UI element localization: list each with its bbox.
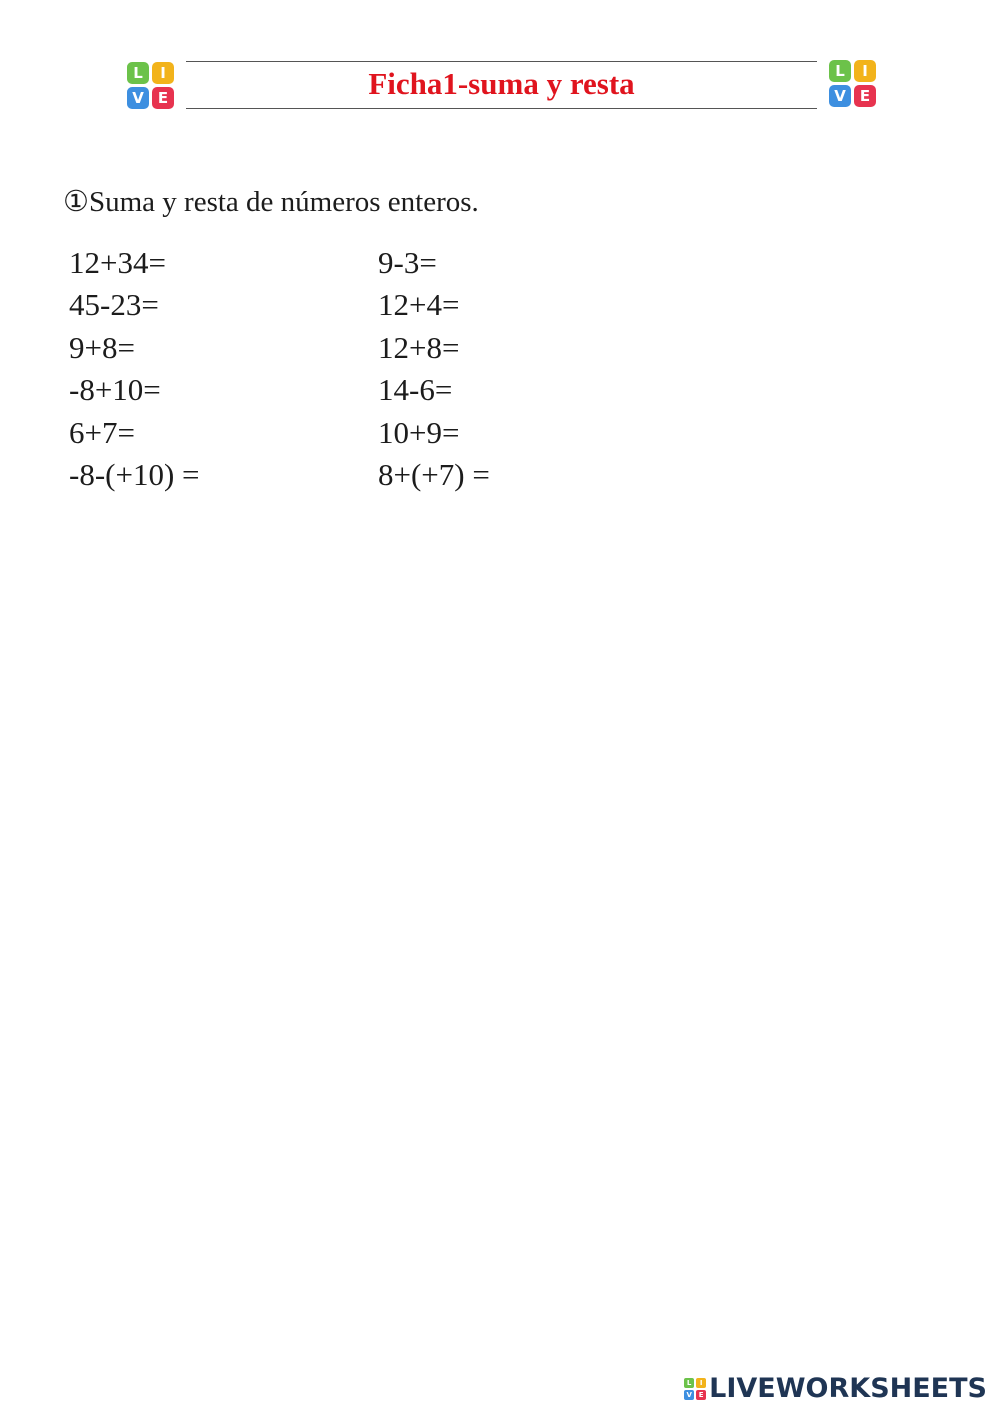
exercise-item: 9-3=	[378, 245, 437, 280]
exercise-item: 12+8=	[378, 329, 460, 365]
logo-tile-v: V	[127, 87, 149, 109]
section-heading: ①Suma y resta de números enteros.	[63, 186, 479, 218]
logo-tile-e: E	[696, 1390, 706, 1400]
header-rule-bottom	[186, 108, 817, 109]
logo-tile-e: E	[152, 87, 174, 109]
exercise-item: -8+10=	[69, 372, 161, 408]
exercise-item: 12+4=	[378, 287, 460, 323]
exercise-column-left	[69, 243, 200, 497]
logo-tile-i: I	[854, 60, 876, 82]
liveworksheets-logo-icon	[684, 1378, 706, 1400]
footer-brand	[684, 1373, 987, 1405]
exercise-item: 8+(+7) =	[378, 456, 490, 492]
page-title: Ficha1-suma y resta	[368, 66, 635, 101]
exercise-item: 12+34=	[69, 245, 166, 280]
logo-tile-i: I	[696, 1378, 706, 1388]
logo-tile-v: V	[829, 85, 851, 107]
header-rule-top	[186, 61, 817, 62]
logo-tile-l: L	[127, 62, 149, 84]
exercise-item: 10+9=	[378, 414, 460, 450]
exercise-item: 45-23=	[69, 287, 159, 323]
logo-tile-l: L	[829, 60, 851, 82]
logo-tile-i: I	[152, 62, 174, 84]
exercise-column-right	[378, 243, 490, 497]
exercise-item: -8-(+10) =	[69, 456, 200, 492]
logo-tile-l: L	[684, 1378, 694, 1388]
exercise-item: 6+7=	[69, 414, 135, 450]
footer-brand-text: LIVEWORKSHEETS	[709, 1373, 987, 1404]
live-logo-left	[127, 62, 175, 110]
logo-tile-v: V	[684, 1390, 694, 1400]
logo-tile-e: E	[854, 85, 876, 107]
live-logo-right	[829, 60, 877, 108]
exercise-item: 9+8=	[69, 329, 135, 365]
exercise-item: 14-6=	[378, 372, 453, 408]
